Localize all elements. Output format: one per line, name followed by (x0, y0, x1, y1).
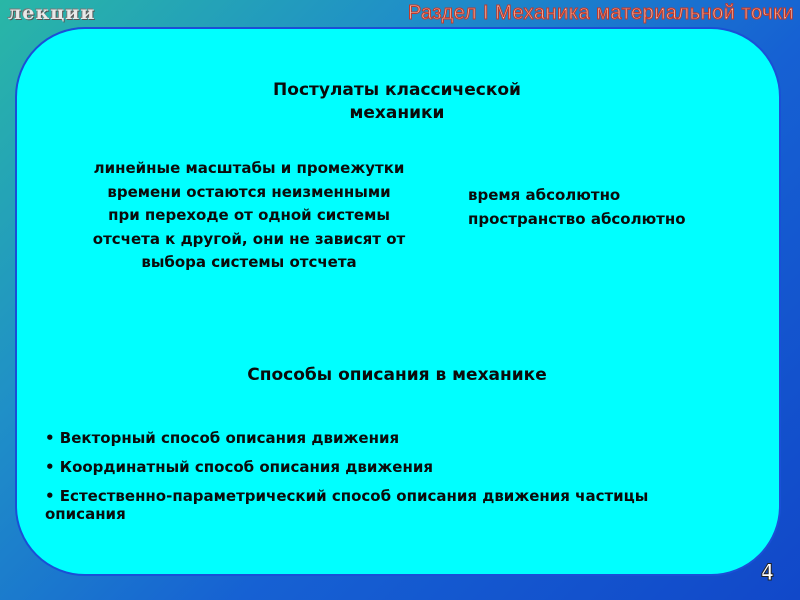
lectures-label: лекции (8, 2, 96, 24)
postulate-line: линейные масштабы и промежутки (93, 159, 405, 177)
list-item: • Координатный способ описания движения (45, 458, 433, 476)
list-item: • Естественно-параметрический способ описания движения частицы (45, 487, 649, 505)
postulate-absolute-text (468, 184, 768, 231)
postulate-line: времени остаются неизменными (107, 182, 391, 201)
postulate-line: выбора системы отсчета (141, 253, 357, 271)
postulate-line: отсчета к другой, они не зависят от (92, 229, 406, 248)
section-title: Раздел I Механика материальной точки (407, 2, 794, 24)
methods-heading: Способы описания в механике (247, 365, 547, 385)
page-number: 4 (760, 561, 774, 586)
postulate-scales-text (59, 157, 439, 275)
postulate-time-absolute: время абсолютно (468, 186, 621, 204)
postulate-line: при переходе от одной системы (108, 206, 390, 224)
content-card (15, 27, 781, 576)
postulate-space-absolute: пространство абсолютно (468, 209, 686, 228)
postulates-heading-line2: механики (349, 103, 445, 123)
postulates-heading (247, 79, 547, 125)
list-item: • Векторный способ описания движения (45, 429, 400, 447)
list-item-continuation: описания (45, 505, 126, 523)
methods-list (45, 424, 765, 524)
postulates-heading-line1: Постулаты классической (273, 80, 521, 100)
